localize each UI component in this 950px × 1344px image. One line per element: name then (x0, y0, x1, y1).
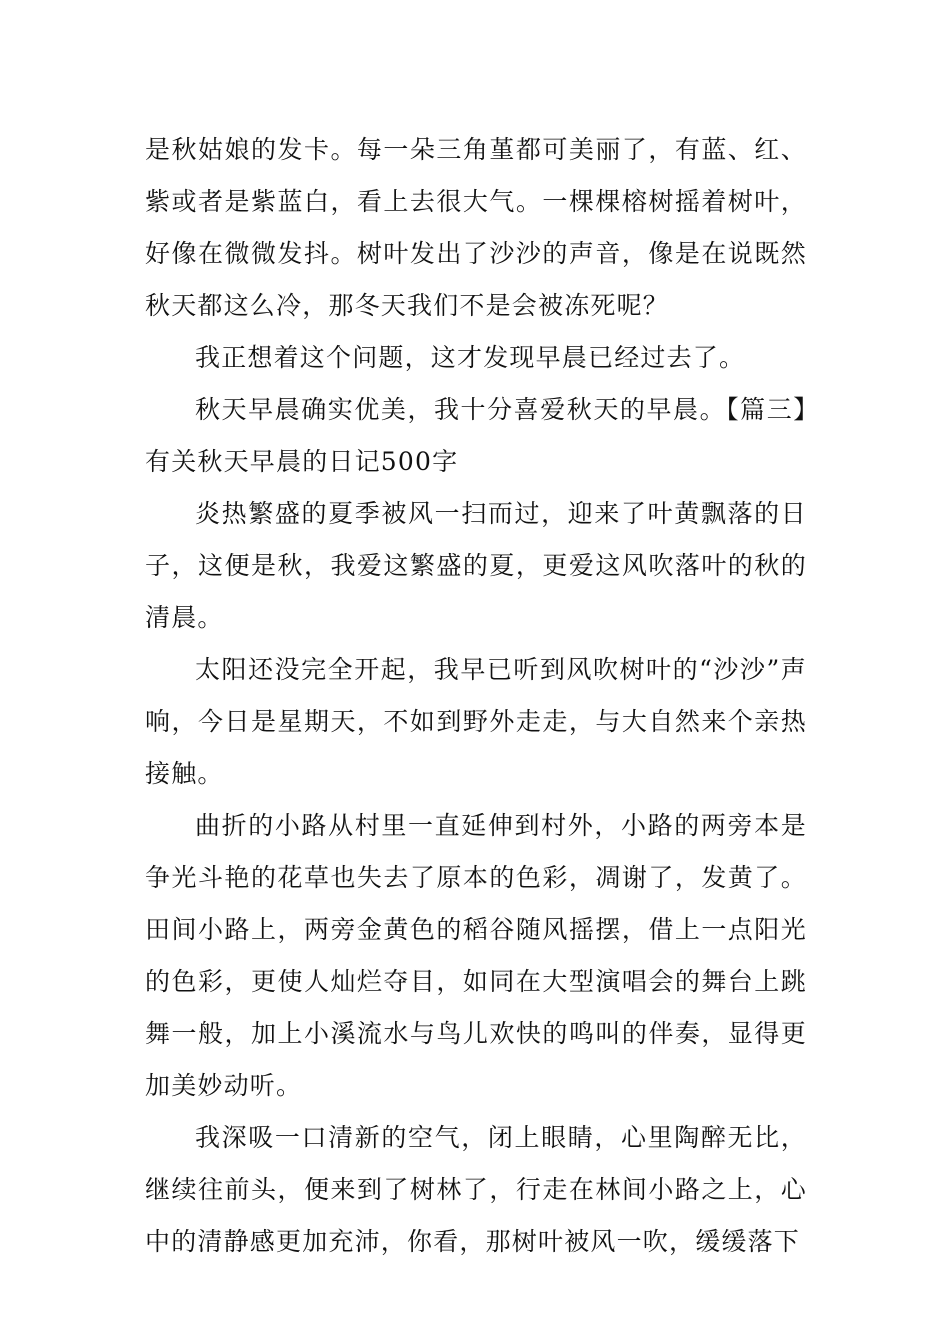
paragraph-6: 曲折的小路从村里一直延伸到村外，小路的两旁本是争光斗艳的花草也失去了原本的色彩，凋谢了，发黄了。田间小路上，两旁金黄色的稻谷随风摇摆，借上一点阳光的色彩，更使人灿烂夺目，如同在大型演唱会的舞台上跳舞一般，加上小溪流水与鸟儿欢快的鸣叫的伴奏，显得更加美妙动听。 (145, 811, 807, 1100)
paragraph-1: 是秋姑娘的发卡。每一朵三角堇都可美丽了，有蓝、红、紫或者是紫蓝白，看上去很大气。一棵棵榕树摇着树叶，好像在微微发抖。树叶发出了沙沙的声音，像是在说既然秋天都这么冷，那冬天我们不是会被冻死呢？ (145, 135, 807, 320)
body-text (145, 124, 807, 1268)
paragraph-3: 秋天早晨确实优美，我十分喜爱秋天的早晨。【篇三】有关秋天早晨的日记500字 (145, 395, 807, 476)
paragraph-5: 太阳还没完全开起，我早已听到风吹树叶的“沙沙”声响，今日是星期天，不如到野外走走，与大自然来个亲热接触。 (145, 655, 807, 788)
paragraph-2: 我正想着这个问题，这才发现早晨已经过去了。 (195, 343, 746, 372)
paragraph-7: 我深吸一口清新的空气，闭上眼睛，心里陶醉无比，继续往前头，便来到了树林了，行走在林间小路之上，心中的清静感更加充沛，你看，那树叶被风一吹，缓缓落下 (145, 1123, 807, 1256)
paragraph-4: 炎热繁盛的夏季被风一扫而过，迎来了叶黄飘落的日子，这便是秋，我爱这繁盛的夏，更爱这风吹落叶的秋的清晨。 (145, 499, 807, 632)
